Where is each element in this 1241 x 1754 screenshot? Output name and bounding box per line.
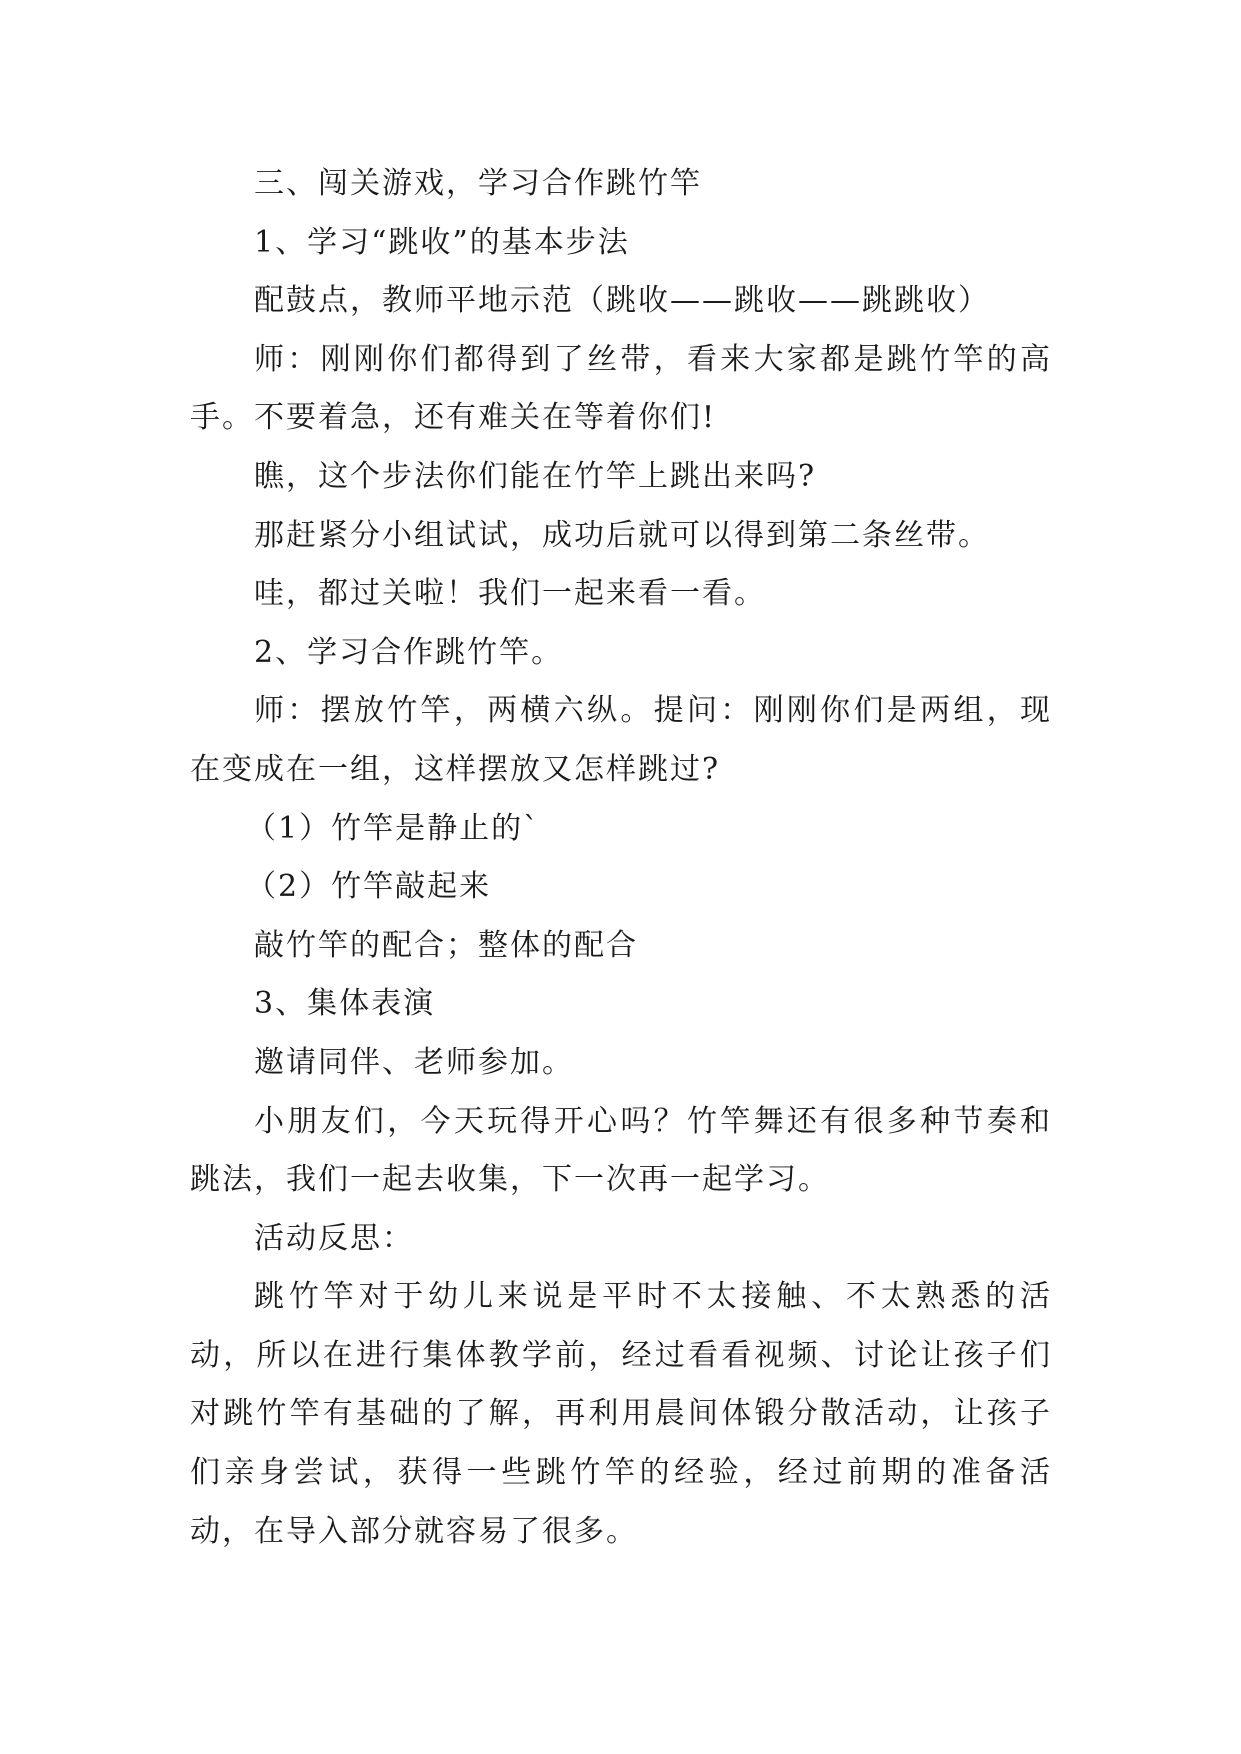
paragraph: 小朋友们，今天玩得开心吗？竹竿舞还有很多种节奏和跳法，我们一起去收集，下一次再一起学习。: [190, 1103, 1052, 1198]
document-body: [190, 155, 1052, 1561]
paragraph: 配鼓点，教师平地示范（跳收——跳收——跳跳收）: [254, 283, 990, 319]
section-heading: 三、闯关游戏，学习合作跳竹竿: [254, 166, 702, 201]
subsection-heading: 1、学习“跳收”的基本步法: [254, 224, 630, 260]
paragraph: 哇，都过关啦！我们一起来看一看。: [254, 576, 766, 612]
list-item: （1）竹竿是静止的`: [246, 810, 541, 846]
subsection-heading: 3、集体表演: [254, 986, 436, 1022]
paragraph: 跳竹竿对于幼儿来说是平时不太接触、不太熟悉的活动，所以在进行集体教学前，经过看看视频、讨论让孩子们对跳竹竿有基础的了解，再利用晨间体锻分散活动，让孩子们亲身尝试，获得一些跳竹竿的经验，经过前期的准备活动，在导入部分就容易了很多。: [190, 1279, 1052, 1549]
list-item: （2）竹竿敲起来: [246, 869, 492, 905]
paragraph: 敲竹竿的配合；整体的配合: [254, 927, 638, 963]
paragraph: 瞧，这个步法你们能在竹竿上跳出来吗?: [254, 458, 817, 494]
subsection-heading: 2、学习合作跳竹竿。: [254, 634, 564, 670]
paragraph: 师：刚刚你们都得到了丝带，看来大家都是跳竹竿的高手。不要着急，还有难关在等着你们!: [190, 341, 1052, 436]
section-heading: 活动反思：: [254, 1220, 414, 1256]
paragraph: 师：摆放竹竿，两横六纵。提问：刚刚你们是两组，现在变成在一组，这样摆放又怎样跳过?: [190, 693, 1052, 787]
paragraph: 邀请同伴、老师参加。: [254, 1044, 574, 1080]
paragraph: 那赶紧分小组试试，成功后就可以得到第二条丝带。: [254, 517, 990, 553]
